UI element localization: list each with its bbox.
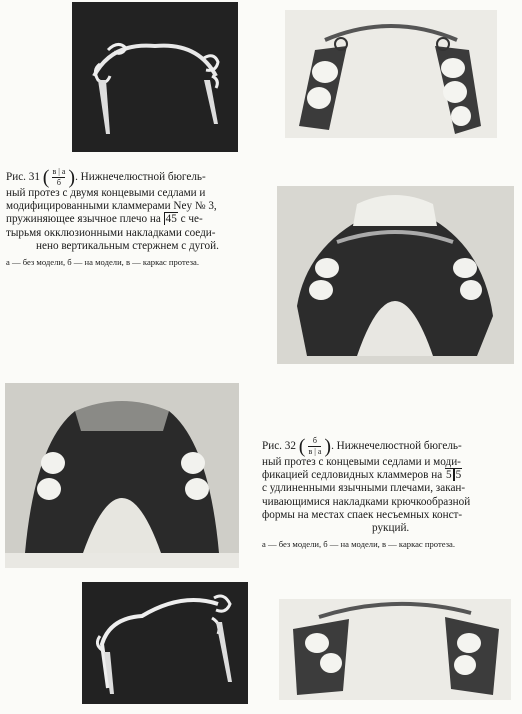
fig32-caption: Рис. 32 ( $\frac{б}{в | а}$ ). Нижнечелюстной бюгель- ный протез с концевыми седлами и моди- фикацией седловидных кламмеров на 5 5 с удлиненными язычными плечами, закан- чивающимися накладками крючкообразной формы на местах спаек несъемных конст- рукций. а — без модели, б — на модели, в — каркас протеза. [262, 437, 517, 550]
fig32-tooth-formula-right: 5 [455, 469, 462, 482]
fig31-line-1: . Нижнечелюстной бюгель- [75, 171, 206, 184]
fig31-label: Рис. 31 [6, 171, 40, 184]
fig32-line-4: с удлиненными язычными плечами, закан- [262, 482, 466, 495]
fig32-model-photo [5, 383, 239, 568]
fig32-line-3: фикацией седловидных кламмеров на [262, 469, 443, 482]
fig32-frame-photo [82, 582, 248, 704]
fig31-line-5: с че- [180, 213, 203, 226]
fig31-caption: Рис. 31 ( $\frac{в | а}{б}$ ). Нижнечелюстной бюгель- ный протез с двумя концевыми седлами и модифицированными кламмерами Ney № 3, пружиняющее язычное плечо на 45 с че- тырьмя окклюзионными накладками соеди- нено вертикальным стержнем с дугой. а — без модели, б — на модели, в — каркас протеза. [6, 168, 249, 268]
fig31-line-6: тырьмя окклюзионными накладками соеди- [6, 226, 216, 239]
fig31-line-2: ный протез с двумя концевыми седлами и [6, 187, 206, 199]
fig32-tooth-formula-left: 5 [445, 469, 452, 482]
fig31-model-photo [277, 186, 514, 364]
fig31-prosthesis-photo [285, 10, 497, 138]
fig32-line-2: ный протез с концевыми седлами и моди- [262, 456, 461, 468]
fig32-legend: а — без модели, б — на модели, в — каркас протеза. [262, 539, 456, 550]
fig32-line-6: формы на местах спаек несъемных конст- [262, 508, 463, 521]
fig31-line-7: нено вертикальным стержнем с дугой. [36, 239, 219, 252]
fig32-line-5: чивающимися накладками крючкообразной [262, 495, 471, 508]
fig31-line-4: пружиняющее язычное плечо на [6, 213, 161, 226]
fig31-fraction: $\frac{в | а}{б}$ [52, 167, 66, 187]
fig32-fraction: $\frac{б}{в | а}$ [308, 436, 322, 456]
fig32-prosthesis-photo [279, 599, 511, 700]
fig32-label: Рис. 32 [262, 440, 296, 453]
fig32-line-1: . Нижнечелюстной бюгель- [331, 440, 462, 453]
fig31-legend: а — без модели, б — на модели, в — каркас протеза. [6, 257, 200, 268]
fig31-line-3: модифицированными кламмерами Ney № 3, [6, 200, 217, 213]
fig32-line-7: рукций. [372, 522, 410, 535]
fig31-frame-photo [72, 2, 238, 152]
fig31-tooth-formula: 45 [165, 213, 177, 226]
